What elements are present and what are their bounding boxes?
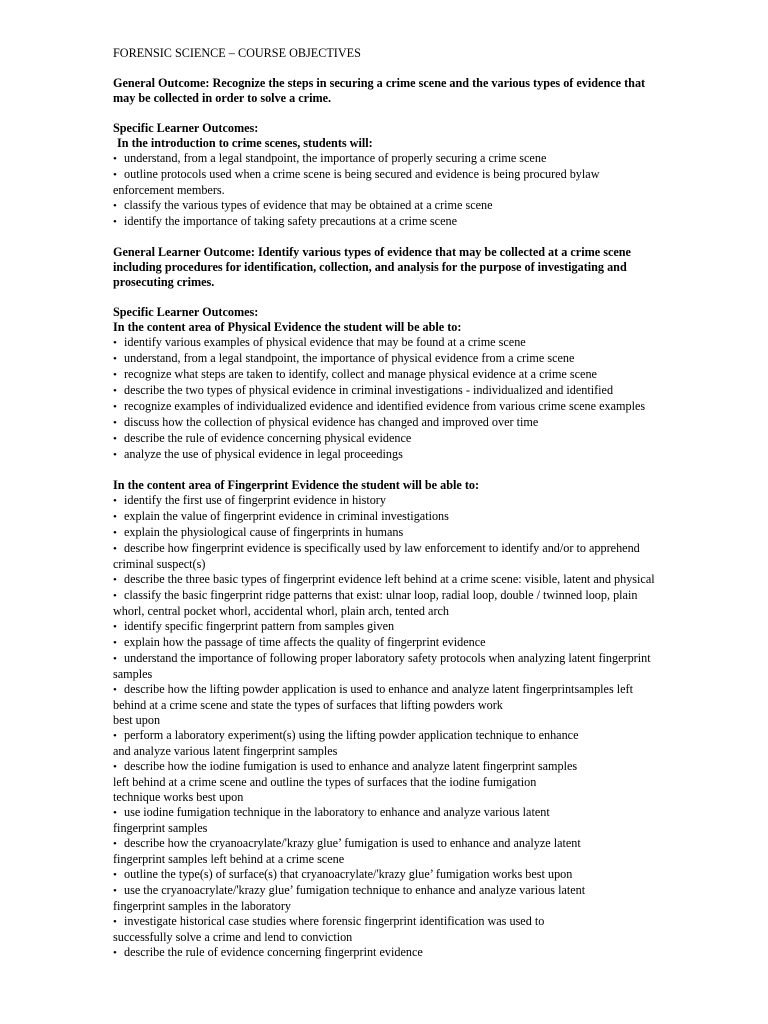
- list-item: [113, 525, 658, 541]
- list-item-text: outline the type(s) of surface(s) that cryanoacrylate/'krazy glue’ fumigation works best upon: [124, 867, 573, 881]
- list-item-text: and analyze various latent fingerprint samples: [113, 744, 338, 758]
- bullet-icon: •: [113, 885, 117, 897]
- list-item: [113, 572, 658, 588]
- general-outcome-2: General Learner Outcome: Identify various types of evidence that may be collected at a crime scene including procedures for identification, collection, and analysis for the purpose of investigating and prosecuting crimes.: [113, 245, 631, 289]
- bullet-icon: •: [113, 761, 117, 773]
- list-item: [113, 415, 658, 431]
- bullet-icon: •: [113, 337, 117, 349]
- list-item-text: classify the basic fingerprint ridge patterns that exist: ulnar loop, radial loop, double / twinned loop, plain whorl, central pocket whorl, accidental whorl, plain arch, tented arch: [113, 588, 638, 618]
- list-item: [113, 431, 658, 447]
- list-item-text: understand, from a legal standpoint, the importance of physical evidence from a crime scene: [124, 351, 575, 365]
- list-item-text: describe how fingerprint evidence is specifically used by law enforcement to identify and/or to apprehend criminal suspect(s): [113, 541, 640, 571]
- list-item: [113, 447, 658, 463]
- list-item-text: identify specific fingerprint pattern from samples given: [124, 619, 395, 633]
- specific-outcomes-label-2: Specific Learner Outcomes:: [113, 305, 259, 319]
- list-item: [113, 883, 658, 914]
- list-item-text: recognize what steps are taken to identify, collect and manage physical evidence at a crime scene: [124, 367, 597, 381]
- bullet-icon: •: [113, 385, 117, 397]
- bullet-icon: •: [113, 916, 117, 928]
- page-title: FORENSIC SCIENCE – COURSE OBJECTIVES: [113, 46, 361, 60]
- list-item: [113, 509, 658, 525]
- bullet-icon: •: [113, 200, 117, 212]
- list-item: [113, 805, 658, 836]
- list-item-text: understand, from a legal standpoint, the importance of properly securing a crime scene: [124, 151, 547, 165]
- bullet-icon: •: [113, 417, 117, 429]
- list-item: [113, 399, 658, 415]
- list-item-text: fingerprint samples left behind at a crime scene: [113, 852, 345, 866]
- document-body: [113, 46, 658, 961]
- bullet-icon: •: [113, 495, 117, 507]
- list-item: [113, 914, 658, 945]
- bullet-icon: •: [113, 590, 117, 602]
- list-item: [113, 167, 658, 198]
- list-item: [113, 635, 658, 651]
- list-item: [113, 198, 658, 214]
- list-item: [113, 151, 658, 167]
- bullet-icon: •: [113, 621, 117, 633]
- general-outcome-1: General Outcome: Recognize the steps in securing a crime scene and the various types of evidence that may be collected in order to solve a crime.: [113, 76, 646, 105]
- bullet-icon: •: [113, 807, 117, 819]
- list-item-text: classify the various types of evidence that may be obtained at a crime scene: [124, 198, 493, 212]
- list-item-text: explain how the passage of time affects the quality of fingerprint evidence: [124, 635, 486, 649]
- list-item: [113, 493, 658, 509]
- list-item-text: fingerprint samples in the laboratory: [113, 899, 292, 913]
- bullet-icon: •: [113, 449, 117, 461]
- intro-list: [113, 151, 658, 230]
- list-item-text: understand the importance of following proper laboratory safety protocols when analyzing latent fingerprint samples: [113, 651, 651, 681]
- bullet-icon: •: [113, 637, 117, 649]
- physical-evidence-list: [113, 335, 658, 463]
- list-item-text: analyze the use of physical evidence in legal proceedings: [124, 447, 403, 461]
- bullet-icon: •: [113, 947, 117, 959]
- list-item-text: identify the importance of taking safety precautions at a crime scene: [124, 214, 457, 228]
- list-item-text: explain the value of fingerprint evidence in criminal investigations: [124, 509, 449, 523]
- list-item: [113, 682, 658, 728]
- list-item: [113, 367, 658, 383]
- fingerprint-evidence-heading: In the content area of Fingerprint Evidence the student will be able to:: [113, 478, 480, 492]
- list-item-text: describe the three basic types of fingerprint evidence left behind at a crime scene: visible, latent and physical: [124, 572, 655, 586]
- list-item: [113, 836, 658, 867]
- bullet-icon: •: [113, 169, 117, 181]
- list-item-text: describe how the iodine fumigation is used to enhance and analyze latent fingerprint samples: [124, 759, 578, 773]
- list-item-text: recognize examples of individualized evidence and identified evidence from various crime scene examples: [124, 399, 646, 413]
- list-item: [113, 728, 658, 759]
- intro-heading: In the introduction to crime scenes, students will:: [117, 136, 373, 150]
- list-item-text: outline protocols used when a crime scene is being secured and evidence is being procured bylaw enforcement members.: [113, 167, 600, 197]
- physical-evidence-heading: In the content area of Physical Evidence the student will be able to:: [113, 320, 462, 334]
- list-item-text: describe the rule of evidence concerning fingerprint evidence: [124, 945, 423, 959]
- fingerprint-evidence-list: [113, 493, 658, 961]
- list-item-text: use iodine fumigation technique in the laboratory to enhance and analyze various latent: [124, 805, 550, 819]
- list-item-text: technique works best upon: [113, 790, 244, 804]
- list-item: [113, 541, 658, 572]
- list-item: [113, 759, 658, 805]
- bullet-icon: •: [113, 684, 117, 696]
- bullet-icon: •: [113, 401, 117, 413]
- list-item-text: successfully solve a crime and lend to conviction: [113, 930, 353, 944]
- bullet-icon: •: [113, 653, 117, 665]
- bullet-icon: •: [113, 216, 117, 228]
- specific-outcomes-label-1: Specific Learner Outcomes:: [113, 121, 259, 135]
- bullet-icon: •: [113, 369, 117, 381]
- bullet-icon: •: [113, 838, 117, 850]
- list-item-text: describe the rule of evidence concerning physical evidence: [124, 431, 412, 445]
- list-item-text: use the cryanoacrylate/'krazy glue’ fumigation technique to enhance and analyze various latent: [124, 883, 586, 897]
- list-item: [113, 867, 658, 883]
- list-item-text: discuss how the collection of physical evidence has changed and improved over time: [124, 415, 539, 429]
- bullet-icon: •: [113, 543, 117, 555]
- list-item-text: fingerprint samples: [113, 821, 208, 835]
- list-item-text: describe the two types of physical evidence in criminal investigations - individualized and identified: [124, 383, 614, 397]
- list-item: [113, 619, 658, 635]
- list-item: [113, 945, 658, 961]
- list-item: [113, 383, 658, 399]
- list-item: [113, 351, 658, 367]
- bullet-icon: •: [113, 574, 117, 586]
- list-item-text: describe how the cryanoacrylate/'krazy glue’ fumigation is used to enhance and analyze latent: [124, 836, 581, 850]
- list-item-text: describe how the lifting powder application is used to enhance and analyze latent fingerprintsamples left behind at a crime scene and state the types of surfaces that lifting powders work: [113, 682, 633, 712]
- list-item-text: investigate historical case studies where forensic fingerprint identification was used to: [124, 914, 545, 928]
- list-item-text: identify the first use of fingerprint evidence in history: [124, 493, 386, 507]
- bullet-icon: •: [113, 730, 117, 742]
- list-item-text: explain the physiological cause of fingerprints in humans: [124, 525, 404, 539]
- list-item: [113, 588, 658, 619]
- bullet-icon: •: [113, 869, 117, 881]
- list-item-text: left behind at a crime scene and outline the types of surfaces that the iodine fumigation: [113, 775, 537, 789]
- list-item: [113, 651, 658, 682]
- bullet-icon: •: [113, 527, 117, 539]
- list-item: [113, 214, 658, 230]
- list-item-text: perform a laboratory experiment(s) using the lifting powder application technique to enhance: [124, 728, 579, 742]
- bullet-icon: •: [113, 353, 117, 365]
- bullet-icon: •: [113, 433, 117, 445]
- list-item-text: best upon: [113, 713, 161, 727]
- bullet-icon: •: [113, 153, 117, 165]
- bullet-icon: •: [113, 511, 117, 523]
- list-item-text: identify various examples of physical evidence that may be found at a crime scene: [124, 335, 526, 349]
- list-item: [113, 335, 658, 351]
